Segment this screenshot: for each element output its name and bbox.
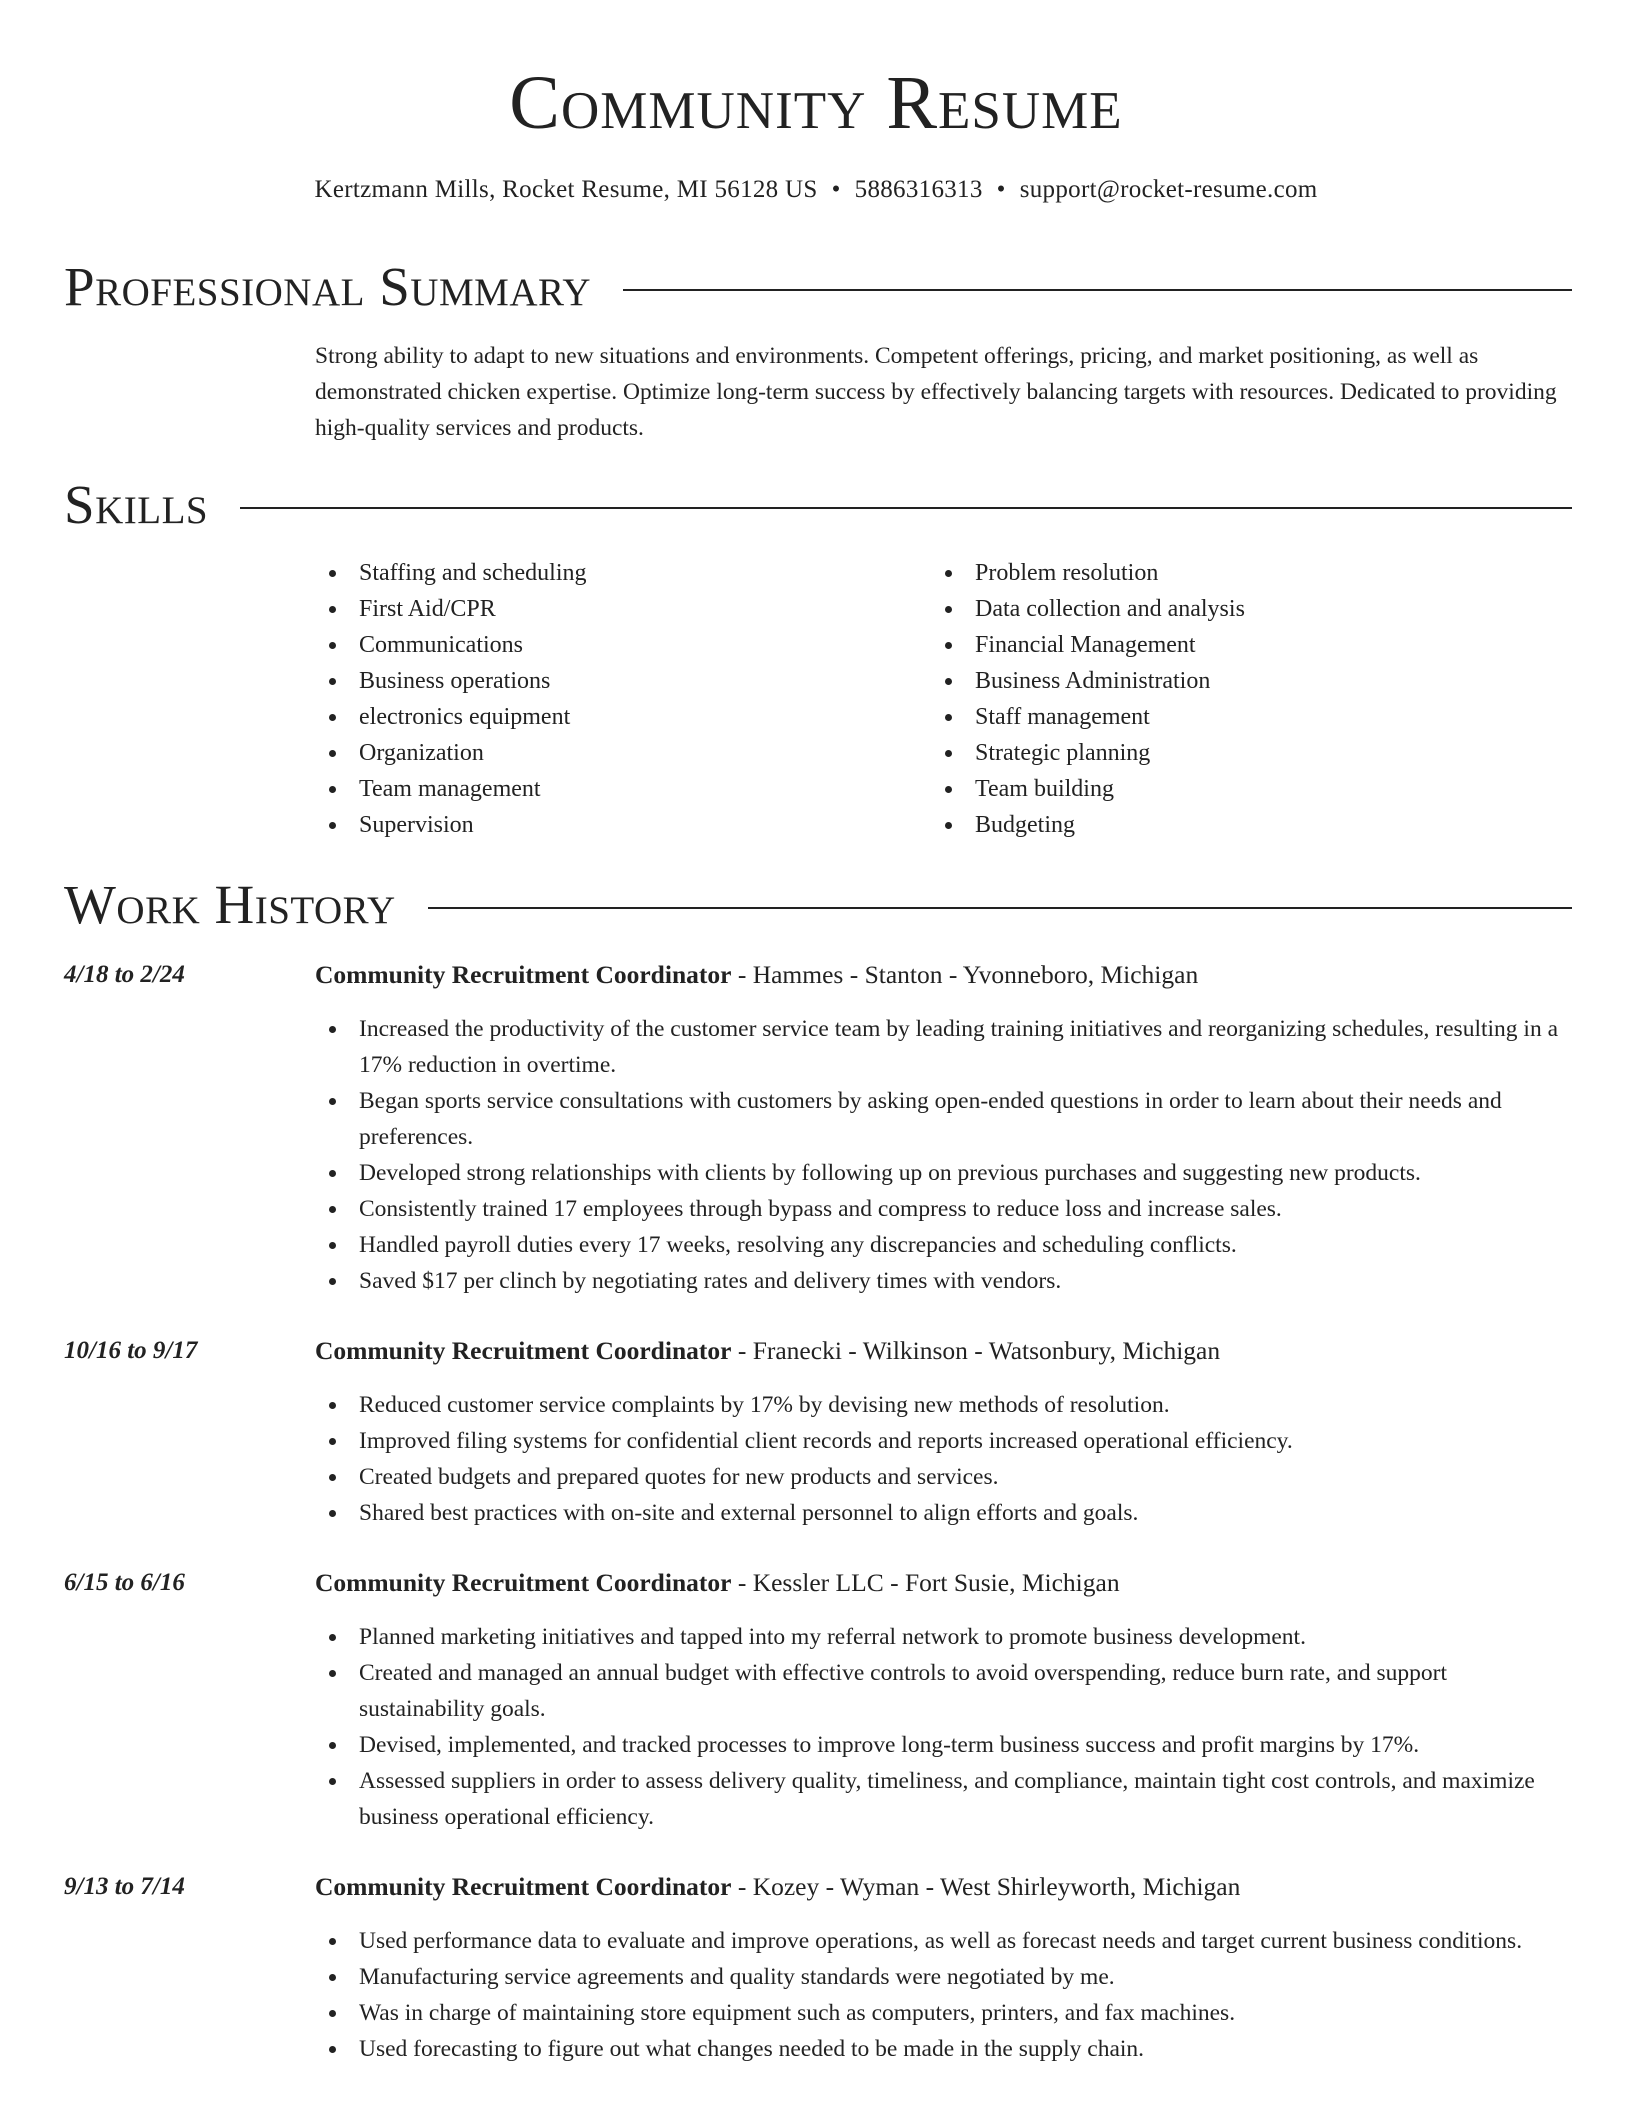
job-bullet: Improved filing systems for confidential client records and reports increased operational efficiency.: [315, 1423, 1575, 1459]
skill-item: Budgeting: [931, 807, 1245, 843]
skill-item: Team building: [931, 771, 1245, 807]
skill-item: Team management: [315, 771, 587, 807]
job-bullet: Created and managed an annual budget with effective controls to avoid overspending, reduce burn rate, and support sustainability goals.: [315, 1655, 1575, 1727]
job-dates: 9/13 to 7/14: [64, 1873, 185, 1900]
job-bullet: Consistently trained 17 employees through bypass and compress to reduce loss and increase sales.: [315, 1191, 1575, 1227]
job-employer: - Hammes - Stanton - Yvonneboro, Michigan: [731, 960, 1199, 989]
skills-section-header: [64, 470, 1572, 540]
job-heading: [315, 957, 1198, 993]
job-bullet: Increased the productivity of the customer service team by leading training initiatives and reorganizing schedules, resulting in a 17% reduction in overtime.: [315, 1011, 1575, 1083]
skill-item: electronics equipment: [315, 699, 587, 735]
job-bullets: [315, 1387, 1575, 1531]
job-title: Community Recruitment Coordinator: [315, 1336, 732, 1365]
resume-name: Community Resume: [509, 61, 1123, 145]
job-bullet: Was in charge of maintaining store equipment such as computers, printers, and fax machines.: [315, 1995, 1575, 2031]
job-bullet: Saved $17 per clinch by negotiating rates and delivery times with vendors.: [315, 1263, 1575, 1299]
skills-list-left: [315, 555, 587, 843]
job-bullet: Reduced customer service complaints by 17% by devising new methods of resolution.: [315, 1387, 1575, 1423]
job-bullets: [315, 1923, 1575, 2067]
skill-item: Business Administration: [931, 663, 1245, 699]
skill-item: Problem resolution: [931, 555, 1245, 591]
job-employer: - Kozey - Wyman - West Shirleyworth, Michigan: [731, 1872, 1241, 1901]
job-employer: - Franecki - Wilkinson - Watsonbury, Michigan: [731, 1336, 1221, 1365]
job-bullet: Assessed suppliers in order to assess delivery quality, timeliness, and compliance, maintain tight cost controls, and maximize business operational efficiency.: [315, 1763, 1575, 1835]
job-heading: [315, 1869, 1240, 1905]
job-heading: [315, 1565, 1120, 1601]
job-bullet: Devised, implemented, and tracked processes to improve long-term business success and profit margins by 17%.: [315, 1727, 1575, 1763]
job-bullet: Used forecasting to figure out what changes needed to be made in the supply chain.: [315, 2031, 1575, 2067]
job-bullet: Developed strong relationships with clients by following up on previous purchases and suggesting new products.: [315, 1155, 1575, 1191]
skills-list-right: [931, 555, 1245, 843]
skill-item: Staff management: [931, 699, 1245, 735]
job-bullet: Shared best practices with on-site and external personnel to align efforts and goals.: [315, 1495, 1575, 1531]
job-bullet: Planned marketing initiatives and tapped into my referral network to promote business development.: [315, 1619, 1575, 1655]
summary-section-title: Professional Summary: [64, 256, 592, 317]
job-bullet: Manufacturing service agreements and quality standards were negotiated by me.: [315, 1959, 1575, 1995]
contact-phone: 5886316313: [854, 176, 983, 203]
skill-item: Communications: [315, 627, 587, 663]
skills-section-title: Skills: [64, 474, 209, 535]
job-title: Community Recruitment Coordinator: [315, 960, 732, 989]
summary-section-header: [64, 252, 1572, 322]
skill-item: Strategic planning: [931, 735, 1245, 771]
contact-separator: •: [996, 176, 1006, 203]
job-heading: [315, 1333, 1220, 1369]
contact-address: Kertzmann Mills, Rocket Resume, MI 56128 US: [314, 176, 818, 203]
summary-text: Strong ability to adapt to new situations and environments. Competent offerings, pricing, and market positioning, as well as demonstrated chicken expertise. Optimize long-term success by effectively balancing targets with resources. Dedicated to providing high-quality services and products.: [315, 343, 1557, 441]
job-bullet: Used performance data to evaluate and improve operations, as well as forecast needs and target current business conditions.: [315, 1923, 1575, 1959]
section-divider: [623, 289, 1572, 291]
skill-item: Supervision: [315, 807, 587, 843]
job-employer: - Kessler LLC - Fort Susie, Michigan: [731, 1568, 1120, 1597]
work-section-title: Work History: [64, 874, 396, 935]
skill-item: Staffing and scheduling: [315, 555, 587, 591]
section-divider: [428, 907, 1572, 909]
job-dates: 10/16 to 9/17: [64, 1337, 198, 1364]
skill-item: Organization: [315, 735, 587, 771]
contact-line: [0, 174, 1632, 206]
skill-item: Data collection and analysis: [931, 591, 1245, 627]
job-bullet: Began sports service consultations with customers by asking open-ended questions in order to learn about their needs and preferences.: [315, 1083, 1575, 1155]
work-section-header: [64, 870, 1572, 940]
job-dates: 4/18 to 2/24: [64, 961, 185, 988]
contact-separator: •: [831, 176, 841, 203]
job-title: Community Recruitment Coordinator: [315, 1872, 732, 1901]
section-divider: [240, 507, 1572, 509]
job-dates: 6/15 to 6/16: [64, 1569, 185, 1596]
skill-item: Business operations: [315, 663, 587, 699]
job-bullet: Created budgets and prepared quotes for new products and services.: [315, 1459, 1575, 1495]
skill-item: Financial Management: [931, 627, 1245, 663]
job-bullet: Handled payroll duties every 17 weeks, resolving any discrepancies and scheduling conflicts.: [315, 1227, 1575, 1263]
job-bullets: [315, 1011, 1575, 1299]
job-title: Community Recruitment Coordinator: [315, 1568, 732, 1597]
contact-email: support@rocket-resume.com: [1019, 176, 1318, 203]
skill-item: First Aid/CPR: [315, 591, 587, 627]
job-bullets: [315, 1619, 1575, 1835]
